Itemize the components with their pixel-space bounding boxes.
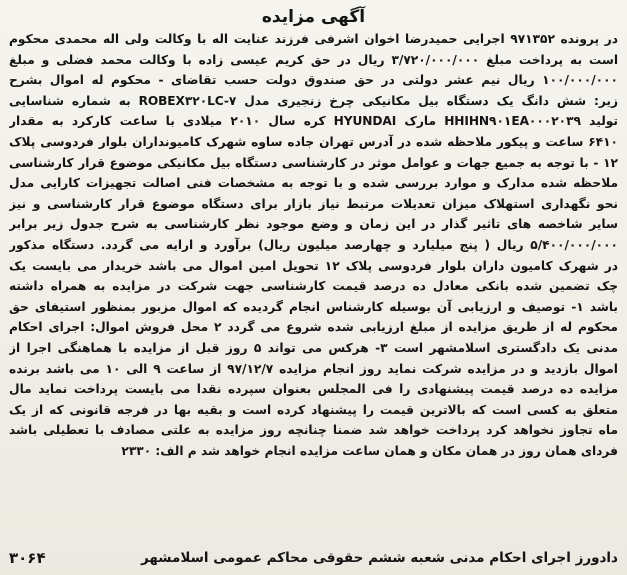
notice-line: ۱۲ - با توجه به جمیع جهات و عوامل موثر در کارشناسی دستگاه بیل مکانیکی موضوع قرار کارشناسی [9, 155, 618, 170]
issuer-signature: دادورز اجرای احکام مدنی شعبه ششم حقوقی محاکم عمومی اسلامشهر [140, 550, 618, 566]
notice-line: زیر: شش دانگ یک دستگاه بیل مکانیکی چرخ زنجیری مدل ROBEX۳۲۰LC-۷ به شماره شناسایی [9, 93, 618, 108]
notice-line: ۱۰۰/۰۰۰/۰۰۰ ریال نیم عشر دولتی در حق صندوق دولت حسب تقاضای - محکوم له اموال بشرح [9, 73, 618, 88]
notice-line: ۶۴۱۰ ساعت و پیکور ملاحظه شده در آدرس تهران جاده ساوه شهرک کامیونداران بلوار فردوسی پلاک [9, 134, 618, 149]
notice-line: در پرونده ۹۷۱۳۵۲ اجرایی حمیدرضا اخوان اشرفی فرزند عنایت اله با وکالت ولی اله محمدی محکوم [9, 32, 618, 46]
notice-line: متعلق به کسی است که بالاترین قیمت را پیشنهاد کرده است و بقیه بها در فرجه قانونی که از یک [9, 402, 618, 417]
notice-line: مزایده ده درصد قیمت پیشنهادی را فی المجلس بعنوان سپرده نقدا می بایست پرداخت نماید مال [9, 382, 618, 397]
notice-title: آگهی مزایده [261, 7, 366, 27]
notice-footer [9, 547, 618, 569]
notice-line: محکوم له از طریق مزایده از مبلغ ارزیابی شده شروع می گردد ۲ محل فروش اموال: اجرای احکام [9, 320, 618, 335]
notice-line: مدنی یک دادگستری اسلامشهر است ۳- هرکس می تواند ۵ روز قبل از مزایده با هماهنگی اجرا از [9, 340, 618, 355]
notice-line: ماه تجاوز نخواهد کرد پرداخت خواهد شد ضمنا چنانچه روز مزایده به علتی مصادف با تعطیلی باشد [9, 423, 618, 438]
notice-line: نحو نگهداری استهلاک میزان تعدیلات مرتبط نیاز بازار برای دستگاه موضوع قرار کارشناسی و نیز [9, 196, 618, 211]
notice-line: ۵/۴۰۰/۰۰۰/۰۰۰ ریال ( پنج میلیارد و چهارصد میلیون ریال) برآورد و ارایه می گردد. دستگاه مذکور [9, 237, 618, 252]
notice-body [9, 29, 618, 461]
notice-line: ملاحظه شده مدارک و موارد بررسی شده و با توجه به مشخصات فنی اصالت تجهیزات کارایی مدل [9, 176, 618, 191]
notice-line: تولید HHIHN۹۰۱EA۰۰۰۲۰۳۹ مارک HYUNDAI کره سال ۲۰۱۰ میلادی با ساعت کارکرد به مقدار [9, 114, 618, 129]
notice-code: ۳۰۶۴ [9, 549, 46, 567]
notice-line: در شهرک کامیون داران بلوار فردوسی پلاک ۱۲ تحویل امین اموال می باشد خریدار می بایست یک [9, 258, 618, 273]
notice-line: است به پرداخت مبلغ ۳/۷۲۰/۰۰۰/۰۰۰ ریال در حق کریم عیسی زاده با وکالت محمد فضلی و مبلغ [9, 52, 618, 67]
notice-line: باشد ۱- توصیف و ارزیابی آن بوسیله کارشناس انجام گردیده که اموال مزبور بمنظور استیفای حق [9, 299, 618, 314]
notice-line: سایر شاخصه های تاثیر گذار در این زمان و وضع موجود نظر کارشناسی به شرح جدول زیر برابر [9, 217, 618, 232]
notice-line: چک تضمین شده بانکی معادل ده درصد قیمت کارشناسی جهت شرکت در مزایده به همراه داشته [9, 279, 618, 294]
notice-line: فردای همان روز در همان مکان و همان ساعت مزایده انجام خواهد شد م الف: ۲۳۳۰ [121, 443, 618, 458]
notice-line: اموال بازدید و در مزایده شرکت نماید روز انجام مزایده ۹۷/۱۲/۷ از ساعت ۹ الی ۱۰ می باشد برنده [9, 361, 618, 376]
